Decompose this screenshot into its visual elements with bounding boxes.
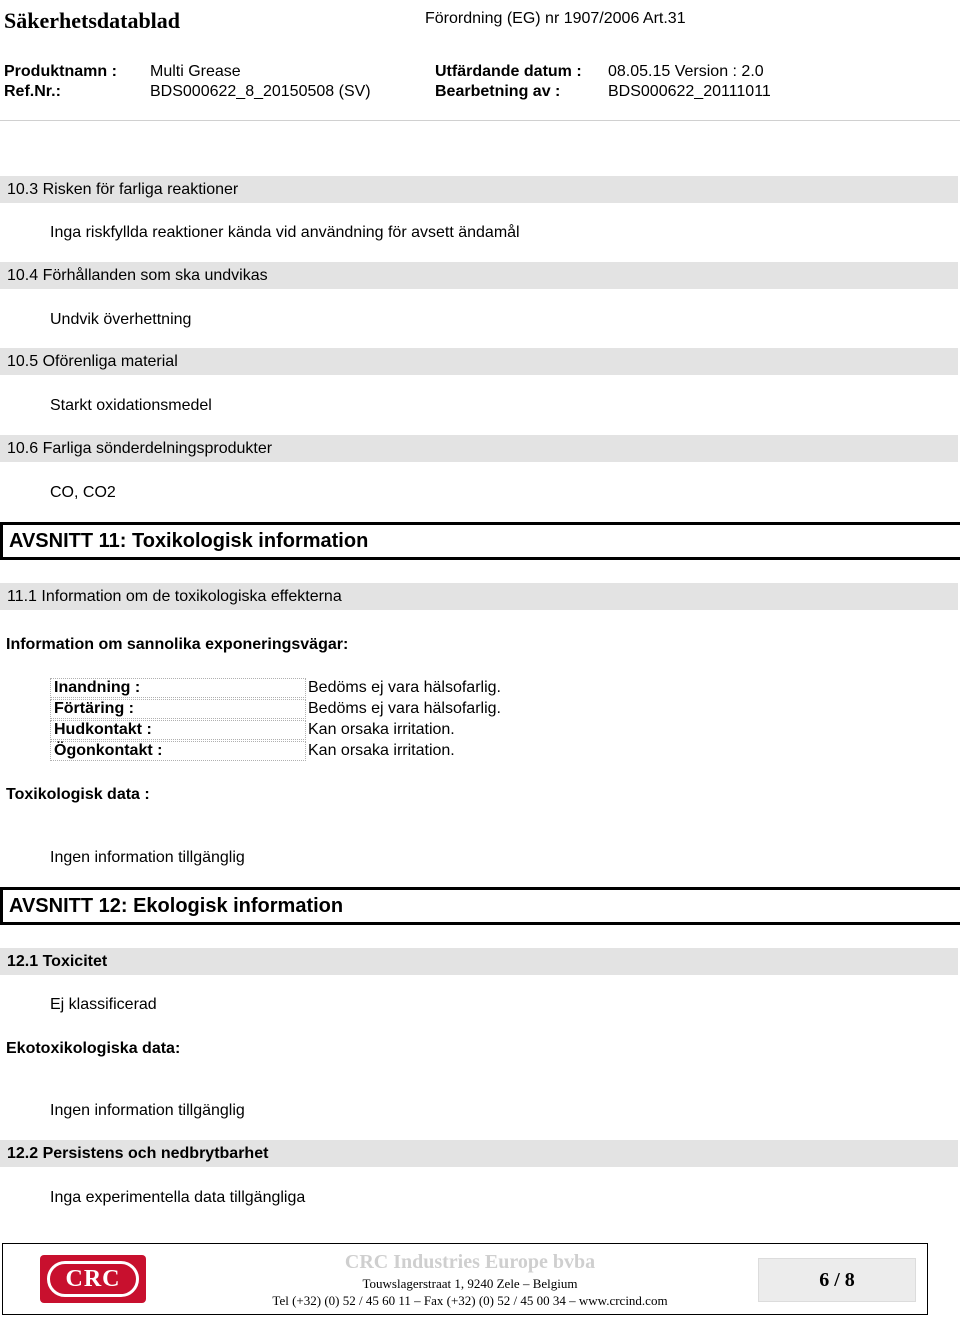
subsection-text-10-6: CO, CO2 <box>50 484 116 501</box>
section-heading-11: AVSNITT 11: Toxikologisk information <box>0 522 960 560</box>
subsection-title-12-2: 12.2 Persistens och nedbrytbarhet <box>7 1145 269 1162</box>
subsection-title-10-4: 10.4 Förhållanden som ska undvikas <box>7 267 268 284</box>
tox-data-label: Toxikologisk data : <box>6 786 150 803</box>
company-name: CRC Industries Europe bvba <box>344 1251 596 1273</box>
subsection-title-10-6: 10.6 Farliga sönderdelningsprodukter <box>7 440 273 457</box>
crc-logo <box>40 1255 146 1303</box>
subsection-text-10-5: Starkt oxidationsmedel <box>50 397 212 414</box>
subsection-text-12-1: Ej klassificerad <box>50 996 157 1013</box>
crc-logo-text: CRC <box>47 1261 139 1297</box>
subsection-text-10-3: Inga riskfyllda reaktioner kända vid användning för avsett ändamål <box>50 224 520 241</box>
product-name-value: Multi Grease <box>150 63 241 80</box>
company-address: Touwslagerstraat 1, 9240 Zele – Belgium <box>362 1276 578 1291</box>
tox-data-text: Ingen information tillgänglig <box>50 849 245 866</box>
ref-number-label: Ref.Nr.: <box>4 83 61 100</box>
subsection-title-12-1: 12.1 Toxicitet <box>7 953 108 970</box>
company-contact: Tel (+32) (0) 52 / 45 60 11 – Fax (+32) (0) 52 / 45 00 34 – www.crcind.com <box>272 1293 668 1308</box>
subsection-text-12-2: Inga experimentella data tillgängliga <box>50 1189 306 1206</box>
subsection-title-10-3: 10.3 Risken för farliga reaktioner <box>7 181 239 198</box>
revision-value: BDS000622_20111011 <box>608 83 771 100</box>
page-number: 6 / 8 <box>758 1258 916 1302</box>
exposure-route-skin: Hudkontakt : <box>50 720 306 740</box>
ecotox-label: Ekotoxikologiska data: <box>6 1040 181 1057</box>
product-name-label: Produktnamn : <box>4 63 117 80</box>
subsection-bar-12-1 <box>0 948 958 975</box>
exposure-route-eye: Ögonkontakt : <box>50 741 306 761</box>
ref-number-value: BDS000622_8_20150508 (SV) <box>150 83 371 100</box>
document-title: Säkerhetsdatablad <box>4 8 181 33</box>
exposure-routes-label: Information om sannolika exponeringsvägar: <box>6 636 349 653</box>
exposure-effect-eye: Kan orsaka irritation. <box>308 742 455 759</box>
exposure-route-inhalation: Inandning : <box>50 678 306 698</box>
exposure-effect-skin: Kan orsaka irritation. <box>308 721 455 738</box>
ecotox-text: Ingen information tillgänglig <box>50 1102 245 1119</box>
exposure-effect-inhalation: Bedöms ej vara hälsofarlig. <box>308 679 501 696</box>
subsection-text-10-4: Undvik överhettning <box>50 311 192 328</box>
exposure-route-ingestion: Förtäring : <box>50 699 306 719</box>
issue-date-label: Utfärdande datum : <box>435 63 582 80</box>
regulation-reference: Förordning (EG) nr 1907/2006 Art.31 <box>425 10 686 27</box>
exposure-effect-ingestion: Bedöms ej vara hälsofarlig. <box>308 700 501 717</box>
subsection-title-11-1: 11.1 Information om de toxikologiska effekterna <box>7 588 342 605</box>
issue-date-value: 08.05.15 Version : 2.0 <box>608 63 764 80</box>
section-heading-12: AVSNITT 12: Ekologisk information <box>0 887 960 925</box>
subsection-title-10-5: 10.5 Oförenliga material <box>7 353 178 370</box>
revision-label: Bearbetning av : <box>435 83 561 100</box>
